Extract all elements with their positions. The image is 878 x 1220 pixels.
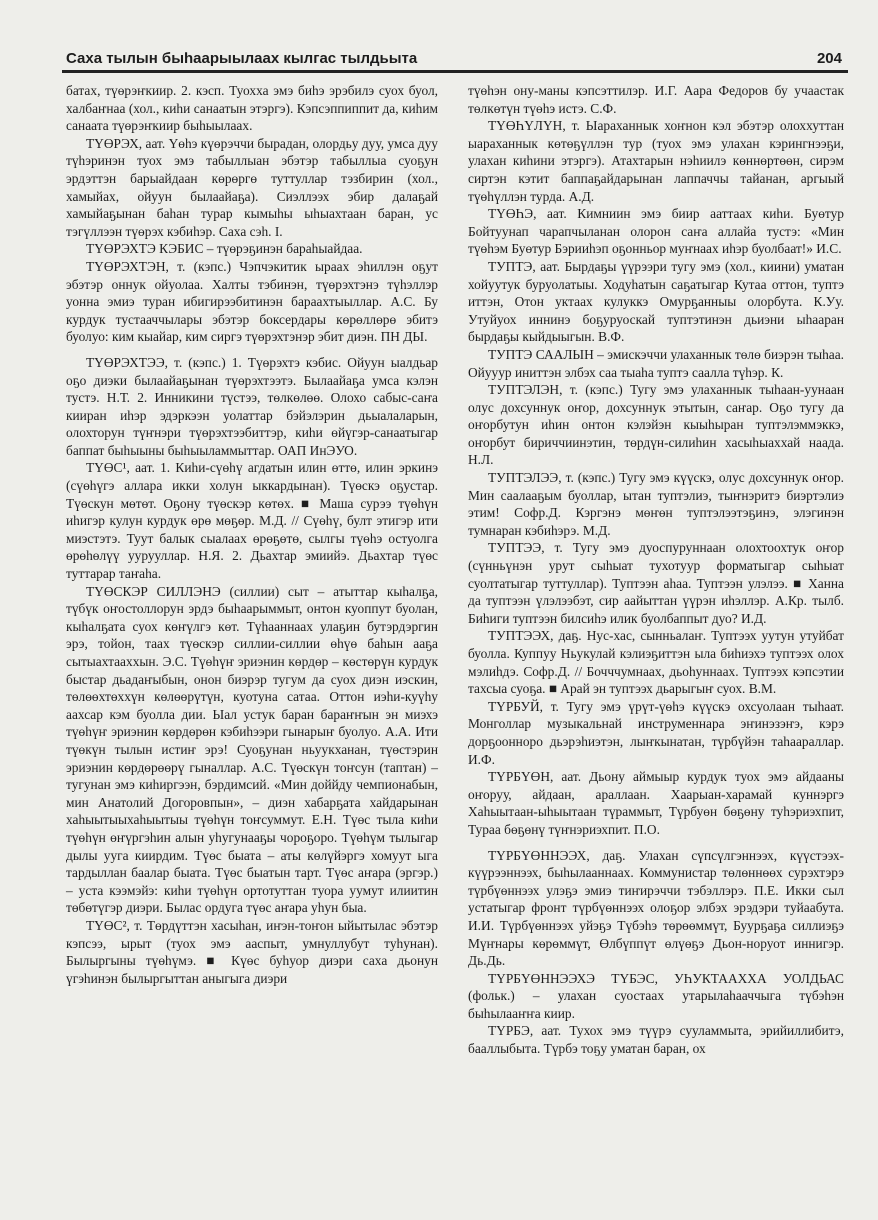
entry-paragraph: ТҮРБЭ, аат. Тухох эмэ түүрэ сууламмыта, эрийиллибитэ, бааллыбыта. Түрбэ тоҕу уматан баран, ох <box>468 1023 844 1057</box>
entry-paragraph: ТҮӨРЭХТЭ КЭБИС – түөрэҕинэн бараһыайдаа. <box>86 241 363 257</box>
header-rule <box>62 70 848 73</box>
entry-paragraph: ТҮРБУЙ, т. Тугу эмэ үрүт-үөһэ күүскэ охсуолаан тыһаат. Монголлар музыкальнай инструменнара эҥинэзэҥэ, кэрэ дорҕоонноро дьэрэһиэтэн, лыҥкынатан, түрбүйэн таһаараллар. И.Ф. <box>468 698 844 767</box>
entry-paragraph: ТҮРБҮӨН, аат. Дьону аймыыр курдук туох эмэ айдааны оҥоруу, айдаан, араллаан. Хаарыан-харамай куннэргэ Хаһыытаан-ыһыытаан түраммыт, Түрбуөн бөҕөну туһэриэхпит, Тураа бөҕөнү түҥнэриэхпит. П.О. <box>468 769 844 837</box>
entry-paragraph: ТҮӨС¹, аат. 1. Киһи-сүөһү агдатын илин өттө, илин эркинэ (сүөһүгэ аллара икки холун ыккардынан). Түөскэ оҕустар. Түөскун мөтөт. Оҕону түөскэр көтөх. ■ Маша сурээ түөһүн иһигэр кулун курдук өрө мөҕөр. М.Д. // Сүөһү, булт этигэр ити миэстэтэ. Туут балык сыалаах өрөҕөтө, сылгы түөһэ остуолга өрөһөлүү уурууллар. Н.Я. 2. Дьахтар эмиийэ. Дьахтар түөс туттарар таҥаһа. <box>66 460 438 582</box>
entry-paragraph: ТҮӨРЭХТЭЭ, т. (кэпс.) 1. Түөрэхтэ кэбис. Ойуун ыалдьар оҕо диэки былаайаҕынан түөрэхтээтэ. Былаайаҕа умса кэлэн тустэ. Н.Т. 2. Инникини түстээ, төлкөлөө. Олохо сабыс-саҥа кииран иһэр эдэркээн уолаттар бэйэлэрин дьыалаларын, олохторун түҥнэри түөрэхтээбиттэр, киһи өйүгэр-санаатыгар баппат быһыыны быһыыламмыттар. ОАП ИнЭУО. <box>66 354 438 458</box>
entry-paragraph: ТҮРБҮӨННЭЭХЭ ТҮБЭС, УҺУКТААХХА УОЛДЬАС (фольк.) – улахан суостаах утарылаһааччыга түбэһэн быһылааҥҥа киир. <box>468 970 844 1021</box>
page-number: 204 <box>816 50 842 67</box>
entry-paragraph: ТҮӨҺҮЛҮН, т. Ыараханнык хоҥнон кэл эбэтэр олоххуттан ыараханнык көтөҕүллэн тур (туох эмэ улахан кэрингнээҕи, улахан киһини этэргэ). Атахтарын нэһиилэ көннөртөөн, сирэм сиртэн кэтит баппаҕайдарынан лаппаччы тайанан, аргыый түөһүллэн турда. А.Д. <box>468 118 844 204</box>
running-title: Саха тылын быһаарыылаах кылгас тылдьыта <box>66 50 418 67</box>
entry-paragraph: ТУПТЭЭХ, даҕ. Нус-хас, сынньалаҥ. Туптээх уутун утуйбат буолла. Куппуу Ньукулай кэлиэҕиттэн ыла биһиэхэ туптээх олох мэлиһдэ. Софр.Д. // Бочччумнаах, дьоһуннаах. Туптээх кэпсэтии тахсыа суоҕа. ■ Арай эн туптээх дьарыгыҥ суох. В.М. <box>468 628 844 697</box>
entry-paragraph: ТУПТЭ, аат. Бырдаҕы үүрээри тугу эмэ (хол., киини) уматан хойуутук буруолатыы. Ходуһатын саҕатыгар Кутаа оттон, туптэ иттэн, Отон уктаах кулуккэ Омурҕанныы олорбута. К.Уу. Утуйуох иннинэ боҕуруоскай туптэтинэн дьиэни ыһааран бырдаҕы кыйдыыгын. В.Ф. <box>468 258 844 345</box>
entry-paragraph: түөһэн ону-маны кэпсэттилэр. И.Г. Аара Федоров бу учаастак төлкөтүн түөһэ истэ. С.Ф. <box>468 83 844 116</box>
entry-paragraph: ТҮӨҺЭ, аат. Кимниин эмэ биир ааттаах киһи. Буөтур Бойтуунап чарапчыланан олорон саҥа аллайа тустэ: «Мин түөһэм Буөтур Бэрииһэп оҕонньор муҥнаах иһэр буолбаат!» И.С. <box>468 206 844 257</box>
entry-paragraph: ТҮӨС², т. Төрдүттэн хасыһан, иҥэн-тоҥон ыйытылас эбэтэр кэпсээ, ырыт (туох эмэ ааспыт, умнуллубут туһунан). Былыргыны түөһүмэ. ■ Күөс буһуор диэри саха дьонун үгэһинэн былыргыттан аныгыга диэри <box>66 917 438 986</box>
entry-paragraph: ТҮӨСКЭР СИЛЛЭНЭ (силлии) сыт – атыттар кыһалҕа, түбүк оҥостоллорун эрдэ быһаарыммыт, онтон куоппут буолан, кыһалҕата суох көҥүлгэ көт. Түһааннаах улаҕин бутэрдэргин эрэ, тойон, таах түөскэр силлии-силлии өһүө баһын ааҕа сытыахтааххын. Э.С. Түөһүҥ эриэнин көрдөр – көстөрүн курдук быстар дьадаҥыбын, онон биэрэр тугум да суох диэн иэскин, төлөөхтөххүн көлөөрүтүн, куотуна сатаа. Оттон иэһи-куүһу аахсар кэм буолла дии. Ыал устук баран бараҥҥын эн миэхэ түөһүҥ эриэнин көрдөрөн кэбиһээри гынарыҥ буолуо. А.А. Ити түөкүн тылын истиҥ эрэ! Суоҕунан ньуукханан, түөстэрин эриэнин көрдөрөөрү гыналлар. А.С. Түөскүн тоҥсун (таптан) – тугунан эмэ киһиргээн, бэрдимсий. «Мин доййду чемпионабын, мин Анатолий Догоровпын», – диэн хабарҕата хайдарынан хаһыытыыхаһыытыы түөһүн тоҥсуммут. Е.Н. Түөс тыла киһи түөһүн өҥүргэһин алын уһугунааҕы чороҕоро. Түөһүм тылыгар дылы ууга киирдим. Түөс быата – аты көлүйэргэ хомуут ыга тардыллан баалар быата. Түөс быатын тарт. Түөс аҥара (эргэр.) – уста кээмэйэ: киһи түөһүн ортотуттан туора уумут илиитин төбөтүгэр диэри. Былас ордуга түөс аҥара уһун быа. <box>66 583 438 916</box>
entry-paragraph: ТУПТЭ СААЛЫН – эмискэччи улаханнык төлө биэрэн тыһаа. Ойууур иниттэн элбэх саа тыаһа туптэ саалла түһэр. К. <box>468 346 844 380</box>
entry-paragraph: ТУПТЭЛЭЭ, т. (кэпс.) Тугу эмэ күүскэ, олус дохсуннук оҥор. Мин саалааҕым буоллар, ытан туптэлиэ, тыҥнэритэ биэртэлиэ этим! Софр.Д. Кэргэнэ мөҥөн туптэлээтэҕинэ, элэгинэн тумнаран кэбиһэрэ. М.Д. <box>468 470 844 538</box>
entry-paragraph: ТУПТЭЭ, т. Тугу эмэ дуоспуруннаан олохтоохтук оҥор (сүнньүнэн урут сыһыат тухотуур форматыгар сыһыат суолтатыгар туттуллар). Туптээн аһаа. Туптээн улэлээ. ■ Ханна да туптээн үлэлээбэт, сир аайыттан үүрэн иһэллэр. А.Кр. тылб. Биһиги туптээн билсиһэ илик буолбаппыт дуо? И.Д. <box>468 540 844 626</box>
left-column <box>66 82 438 987</box>
page-header <box>66 50 842 67</box>
entry-paragraph: ТУПТЭЛЭН, т. (кэпс.) Тугу эмэ улаханнык тыһаан-уунаан олус дохсуннук оҥор, дохсуннук этытын, саҥар. Оҕо тугу да оҥорбутун иһин онтон кэлэйэн кыыһыран туптэлэммэккэ, оҥорбут бириччиинэтин, төрдүн-силиһин хасыһыаххай наада. Н.Л. <box>468 382 844 468</box>
entry-paragraph: ТҮӨРЭХТЭН, т. (кэпс.) Чэпчэкитик ыраах эһиллэн оҕут эбэтэр оннук ойуолаа. Халты тэбинэн, түөрэхтэнэ түһэллэр уонна эмиэ туран ибигирээбитинэн бараахтыыллар. А.С. Бу курдук тустааччылары эбэтэр боксердары көрөллөрө эбитэ буолуо: ким кыайар, ким сиргэ түөрэхтэнэр эбит диэн. ПН ДЫ. <box>66 258 438 345</box>
entry-paragraph: батах, түөрэҥкиир. 2. кэсп. Туохха эмэ биһэ эрэбилэ суох буол, халбаҥнаа (хол., киһи санаатын этэргэ). Кэпсэппиппит да, киһим санаата түөрэҥкиир быһыылаах. <box>66 83 438 134</box>
entry-paragraph: ТҮРБҮӨННЭЭХ, даҕ. Улахан сүпсүлгэннээх, күүстээх-күүрээннээх, быһылааннаах. Коммунистар төлөннөөх сурэхтэрэ түрбүөннээх улэҕэ эмиэ тиҥирэччи тэбэллэрэ. П.Е. Икки сыл устатыгар фронт түрбүөннээх олоҕор элбэх эрэдэри туйаабута. И.И. Түрбүөннээх уйэҕэ Түбэһэ төрөөммүт, Буурҕаҕа силлиэҕэ Мүҥнары көрөммүт, Өлбүппүт өлүөҕэ Дьон-норуот иннигэр. Дь.Дь. <box>468 847 844 969</box>
right-column <box>468 82 844 1058</box>
entry-paragraph: ТҮӨРЭХ, аат. Үөһэ күөрэччи бырадан, олордьу дуу, умса дуу түһэринэн туох эмэ табыллыан эбэтэр табыллыа суоҕун эрдэттэн барыайдаан көрөргө туттуллар тэзбирин (хол., хамыйах, ойуун былаайаҕа). Сиэллээх эбир далаҕай хамыйаҕынан баһан турар кымыһы ыһыахтаан баран, ус тэгүллээн түөрэх кэбиһэр. Саха сэһ. I. <box>66 135 438 239</box>
